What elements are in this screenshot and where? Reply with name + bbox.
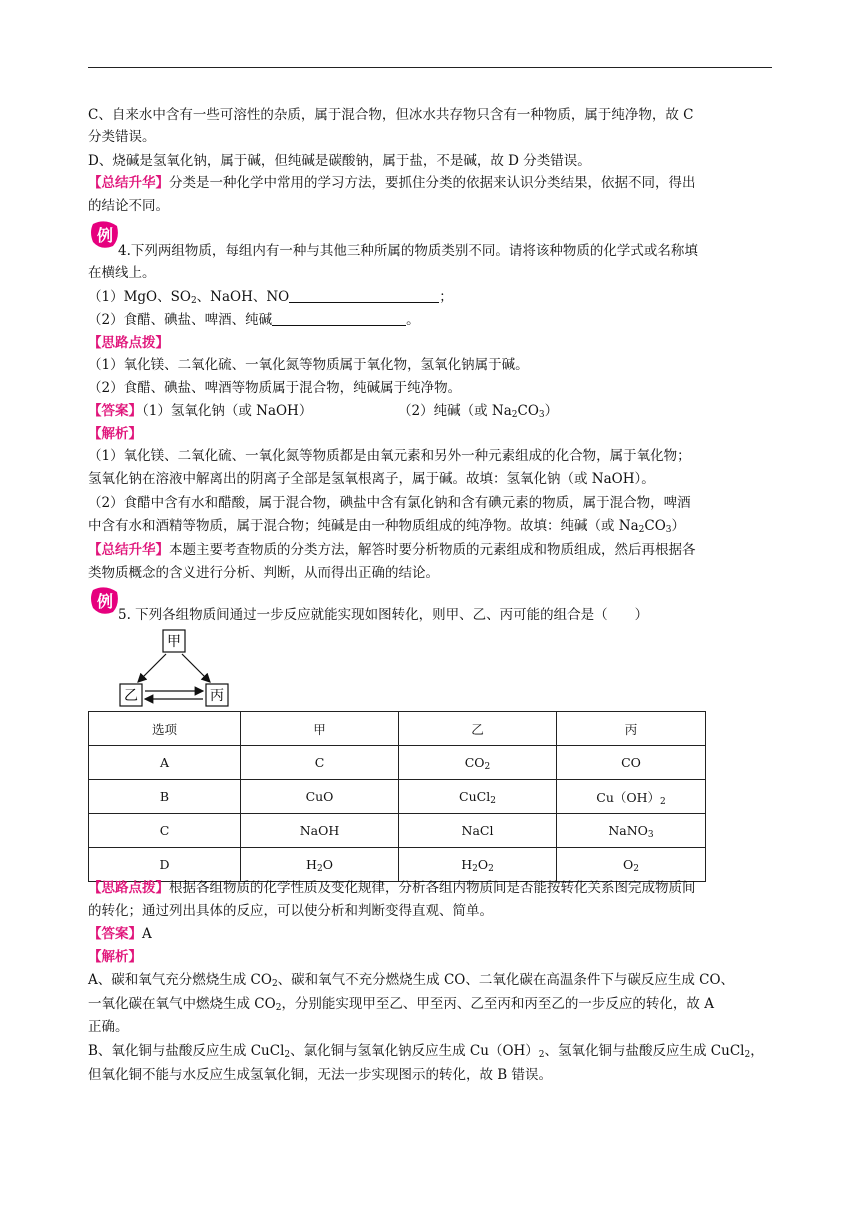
header-cell: 乙 <box>399 712 557 746</box>
q4-item-2: （2）食醋、碘盐、啤酒、纯碱 。 <box>88 312 420 328</box>
q5-answer: 【答案】A <box>88 926 152 942</box>
header-cell: 选项 <box>89 712 241 746</box>
q5-hint-line-2: 的转化；通过列出具体的反应，可以使分析和判断变得直观、简单。 <box>88 903 493 919</box>
cell-yi: $H_2O_2$ <box>399 848 557 882</box>
table-row <box>89 780 706 814</box>
q5-explanation-b-line-2: 但氧化铜不能与水反应生成氢氧化铜，无法一步实现图示的转化，故 B 错误。 <box>88 1067 553 1083</box>
summary-tag: 【总结升华】 <box>88 175 169 191</box>
header-rule <box>88 67 772 68</box>
cell-bing: NaNO$_3$ <box>557 814 706 848</box>
q5-explanation-a-line-2: 一氧化碳在氧气中燃烧生成 $CO_2$，分别能实现甲至乙、甲至丙、乙至丙和丙至乙的一步反应的转化，故 A <box>88 996 714 1013</box>
q4-explanation-1-line-2: 氢氧化钠在溶液中解离出的阴离子全部是氢氧根离子，属于碱。故填：氢氧化钠（或 NaOH）。 <box>88 471 655 487</box>
q4-summary-line-1: 【总结升华】本题主要考查物质的分类方法，解答时要分析物质的元素组成和物质组成，然后再根据各 <box>88 542 696 558</box>
header-cell: 甲 <box>241 712 399 746</box>
options-table <box>88 711 706 882</box>
arrow-top-to-left <box>138 654 166 682</box>
option-cell: B <box>89 780 241 814</box>
q5-explanation-b-line-1: B、氧化铜与盐酸反应生成 CuCl$_2$、氯化铜与氢氧化钠反应生成 $Cu(OH)_2$、氢氧化铜与盐酸反应生成 CuCl$_2$， <box>88 1043 764 1060</box>
q4-hint-tag: 【思路点拨】 <box>88 335 169 351</box>
q4-answer: 【答案】（1）氢氧化钠（或 NaOH） <box>88 403 313 419</box>
node-right-label: 丙 <box>210 688 224 704</box>
cell-yi: NaCl <box>399 814 557 848</box>
example-badge-icon <box>89 220 119 248</box>
q4-explanation-2-line-1: （2）食醋中含有水和醋酸，属于混合物，碘盐中含有氯化钠和含有碘元素的物质，属于混合物，啤酒 <box>88 495 691 511</box>
option-cell: C <box>89 814 241 848</box>
arrow-top-to-right <box>182 654 210 682</box>
example-badge-icon <box>89 586 119 614</box>
node-left-label: 乙 <box>124 688 138 704</box>
q4-answer-blank-1[interactable] <box>289 288 439 303</box>
cell-jia: $H_2O$ <box>241 848 399 882</box>
header-cell: 丙 <box>557 712 706 746</box>
svg-text:例: 例 <box>96 592 114 611</box>
cell-bing: $O_2$ <box>557 848 706 882</box>
cell-jia: C <box>241 746 399 780</box>
node-top-label: 甲 <box>167 634 181 650</box>
cell-bing: CO <box>557 746 706 780</box>
q4-item-1: （1）MgO、$SO_2$、NaOH、NO ； <box>88 289 453 306</box>
q4-hint-line-2: （2）食醋、碘盐、啤酒等物质属于混合物，纯碱属于纯净物。 <box>88 380 462 396</box>
q5-hint-line-1: 【思路点拨】根据各组物质的化学性质及变化规律，分析各组内物质间是否能按转化关系图完成物质间 <box>88 880 696 896</box>
table-row <box>89 746 706 780</box>
table-row <box>89 814 706 848</box>
cell-jia: NaOH <box>241 814 399 848</box>
summary-1-line-2: 的结论不同。 <box>88 198 169 214</box>
option-c-explanation-line-2: 分类错误。 <box>88 129 156 145</box>
q4-stem-line-1: 4.下列两组物质，每组内有一种与其他三种所属的物质类别不同。请将该种物质的化学式或名称填 <box>118 243 698 259</box>
q5-explanation-tag: 【解析】 <box>88 949 142 965</box>
q4-explanation-1-line-1: （1）氧化镁、二氧化硫、一氧化氮等物质都是由氧元素和另外一种元素组成的化合物，属于氧化物； <box>88 448 691 464</box>
cell-jia: CuO <box>241 780 399 814</box>
option-c-explanation-line-1: C、自来水中含有一些可溶性的杂质，属于混合物，但冰水共存物只含有一种物质，属于纯净物，故 C <box>88 107 694 123</box>
cell-yi: $CO_2$ <box>399 746 557 780</box>
q5-stem: 5. 下列各组物质间通过一步反应就能实现如图转化，则甲、乙、丙可能的组合是（ ） <box>118 607 649 623</box>
q5-explanation-a-line-1: A、碳和氧气充分燃烧生成 $CO_2$、碳和氧气不充分燃烧生成 CO、二氧化碳在高温条件下与碳反应生成 CO、 <box>88 972 735 989</box>
q4-stem-line-2: 在横线上。 <box>88 265 156 281</box>
table-header-row <box>89 712 706 746</box>
q4-explanation-tag: 【解析】 <box>88 426 142 442</box>
q4-hint-line-1: （1）氧化镁、二氧化硫、一氧化氮等物质属于氧化物，氢氧化钠属于碱。 <box>88 357 529 373</box>
q4-summary-line-2: 类物质概念的含义进行分析、判断，从而得出正确的结论。 <box>88 565 439 581</box>
option-cell: D <box>89 848 241 882</box>
summary-1-line-1: 【总结升华】分类是一种化学中常用的学习方法，要抓住分类的依据来认识分类结果，依据不同，得出 <box>88 175 696 191</box>
q4-answer-2: （2）纯碱（或 $Na_2CO_3$） <box>398 403 559 420</box>
option-d-explanation: D、烧碱是氢氧化钠，属于碱，但纯碱是碳酸钠，属于盐，不是碱，故 D 分类错误。 <box>88 153 591 169</box>
option-cell: A <box>89 746 241 780</box>
q4-answer-blank-2[interactable] <box>272 311 406 326</box>
q4-explanation-2-line-2: 中含有水和酒精等物质，属于混合物；纯碱是由一种物质组成的纯净物。故填：纯碱（或 $Na_2CO_3$） <box>88 518 686 535</box>
cell-bing: $Cu(OH)_2$ <box>557 780 706 814</box>
q5-explanation-a-line-3: 正确。 <box>88 1019 129 1035</box>
cell-yi: CuCl$_2$ <box>399 780 557 814</box>
conversion-diagram <box>114 628 234 712</box>
svg-text:例: 例 <box>96 226 114 245</box>
